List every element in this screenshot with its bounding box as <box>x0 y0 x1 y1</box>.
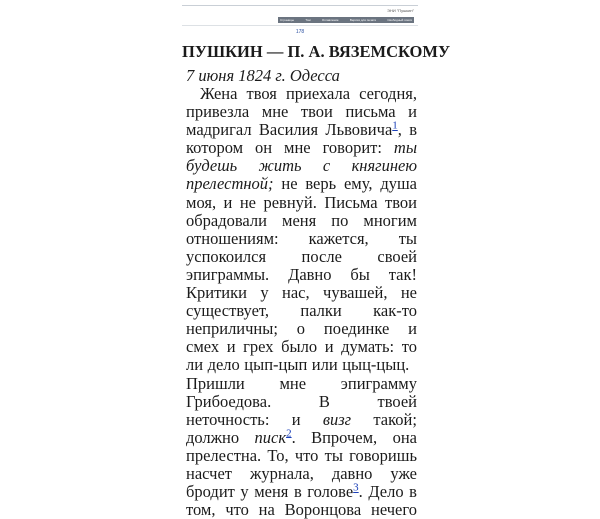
word: меня <box>282 210 317 230</box>
word: котором <box>186 138 244 158</box>
word: Письма <box>324 192 378 212</box>
text-line <box>186 447 417 465</box>
word: Давно <box>288 264 332 284</box>
text-line <box>186 212 417 230</box>
word: ли <box>186 355 204 375</box>
text-line <box>186 501 417 519</box>
word: голове$^3$. <box>307 481 363 502</box>
word: Грибоедова. <box>186 391 272 411</box>
text-line <box>186 375 417 393</box>
word: в <box>409 120 417 140</box>
text-line <box>186 103 417 121</box>
nav-print-version-link[interactable]: Версия для печати <box>349 18 377 22</box>
word: Пришли <box>186 373 245 393</box>
word: Жена <box>200 84 238 103</box>
word: говорит: <box>322 138 382 158</box>
word: и <box>408 319 417 339</box>
word: не <box>281 174 298 194</box>
letter-dateline: 7 июня 1824 г. Одесса <box>186 66 340 85</box>
text-line <box>186 429 417 447</box>
word: эпиграмму <box>340 373 417 393</box>
text-line <box>186 175 417 193</box>
word: своей <box>377 246 417 266</box>
word: было <box>281 337 318 357</box>
word: твои <box>385 192 417 212</box>
word: то <box>401 337 417 357</box>
word: Василия <box>258 120 319 140</box>
word: бродит <box>186 482 235 502</box>
word: княгинею <box>351 156 417 176</box>
word: душа <box>380 174 417 194</box>
word: будешь <box>186 156 238 176</box>
word: уже <box>390 463 417 483</box>
word: прелестной; <box>186 174 274 194</box>
word: чувашей, <box>323 283 388 303</box>
word: мне <box>284 138 311 158</box>
text-line <box>186 356 417 374</box>
word: жить <box>258 156 302 176</box>
word: То, <box>267 445 289 465</box>
text-line <box>186 302 417 320</box>
word: по <box>331 210 349 230</box>
word: после <box>301 246 342 266</box>
word: не <box>239 192 256 212</box>
word: и <box>291 409 301 429</box>
text-line <box>186 266 417 284</box>
word: меня <box>254 482 289 502</box>
word: цыц-цыц. <box>342 355 410 375</box>
word: цып-цып <box>244 355 308 375</box>
word: ты <box>324 445 343 465</box>
word: мадригал <box>186 120 252 140</box>
separator-rule <box>182 25 418 26</box>
text-line <box>186 411 417 429</box>
word: о <box>296 319 306 339</box>
word: нечего <box>371 500 417 519</box>
footnote-link[interactable]: 2 <box>286 427 292 440</box>
document-page <box>182 0 451 519</box>
word: как-то <box>373 301 417 321</box>
word: неточность: <box>186 409 270 429</box>
text-line <box>186 338 417 356</box>
text-line <box>186 465 417 483</box>
text-line <box>186 230 417 248</box>
text-line <box>186 483 417 501</box>
word: отношениям: <box>186 228 279 248</box>
word: у <box>240 482 249 502</box>
word: ревнуй. <box>263 192 317 212</box>
text-line <box>186 139 417 157</box>
word: существует, <box>186 301 270 321</box>
text-line <box>186 157 417 175</box>
word: ему, <box>343 174 373 194</box>
word: твоей <box>377 391 417 411</box>
word: ты <box>393 138 417 158</box>
word: В <box>318 391 330 411</box>
word: мне <box>261 102 289 122</box>
word: палки <box>300 301 342 321</box>
word: Львовича$^1$, <box>325 119 402 140</box>
text-line <box>186 393 417 411</box>
text-line <box>186 85 417 103</box>
nav-contents-link[interactable]: Оглавление <box>321 18 339 22</box>
word: в <box>409 482 417 502</box>
word: эпиграммы. <box>186 264 270 284</box>
letter-body <box>186 85 417 519</box>
word: сегодня, <box>359 84 417 103</box>
word: насчет <box>186 463 232 483</box>
word: она <box>392 427 417 447</box>
word: должно <box>186 427 240 447</box>
word: нас, <box>282 283 310 303</box>
text-line <box>186 194 417 212</box>
word: привезла <box>186 102 250 122</box>
word: не <box>400 283 417 303</box>
word: неприличны; <box>186 319 278 339</box>
word: поединке <box>323 319 390 339</box>
word: письма <box>345 102 396 122</box>
word: грех <box>243 337 274 357</box>
word: ты <box>398 228 417 248</box>
word: и <box>226 337 236 357</box>
text-line <box>186 284 417 302</box>
site-name: ЭНИ "Пушкин" <box>387 8 414 13</box>
word: Дело <box>368 482 404 502</box>
footnote-link[interactable]: 3 <box>353 481 359 494</box>
word: мне <box>279 373 307 393</box>
word: обрадовали <box>186 210 267 230</box>
word: верь <box>305 174 337 194</box>
word: с <box>322 156 331 176</box>
word: смех <box>186 337 220 357</box>
nav-search-link[interactable]: Свободный поиск <box>387 18 412 22</box>
text-line <box>186 248 417 266</box>
word: многим <box>363 210 417 230</box>
page-number: 178 <box>295 29 305 35</box>
word: Впрочем, <box>311 427 378 447</box>
text-line <box>186 320 417 338</box>
word: Воронцова <box>284 500 362 519</box>
word: успокоился <box>186 246 267 266</box>
word: или <box>311 355 338 375</box>
word: том, <box>186 500 216 519</box>
word: на <box>258 500 275 519</box>
word: что <box>225 500 249 519</box>
word: в <box>293 482 302 502</box>
word: приехала <box>285 84 351 103</box>
word: дело <box>207 355 240 375</box>
word: говоришь <box>349 445 417 465</box>
word: твоя <box>246 84 277 103</box>
word: журнала, <box>249 463 314 483</box>
header-rule <box>182 5 418 6</box>
word: моя, <box>186 192 217 212</box>
word: писк$^2$. <box>254 427 296 447</box>
word: визг <box>322 409 352 429</box>
word: кажется, <box>308 228 369 248</box>
word: и <box>408 102 417 122</box>
word: такой; <box>373 409 417 429</box>
navigation-bar <box>278 17 414 23</box>
letter-heading: ПУШКИН — П. А. ВЯЗЕМСКОМУ <box>182 42 451 61</box>
word: он <box>255 138 273 158</box>
word: давно <box>331 463 373 483</box>
word: так! <box>388 264 417 284</box>
word: и <box>223 192 233 212</box>
nav-volume-link[interactable]: Том <box>305 18 311 22</box>
nav-pages-link[interactable]: Страницы <box>280 18 295 22</box>
word: твои <box>300 102 333 122</box>
footnote-link[interactable]: 1 <box>392 119 398 132</box>
text-line <box>186 121 417 139</box>
word: что <box>294 445 319 465</box>
word: у <box>260 283 269 303</box>
word: Критики <box>186 283 247 303</box>
word: бы <box>350 264 370 284</box>
word: и <box>324 337 334 357</box>
word: прелестна. <box>186 445 262 465</box>
word: думать: <box>341 337 395 357</box>
